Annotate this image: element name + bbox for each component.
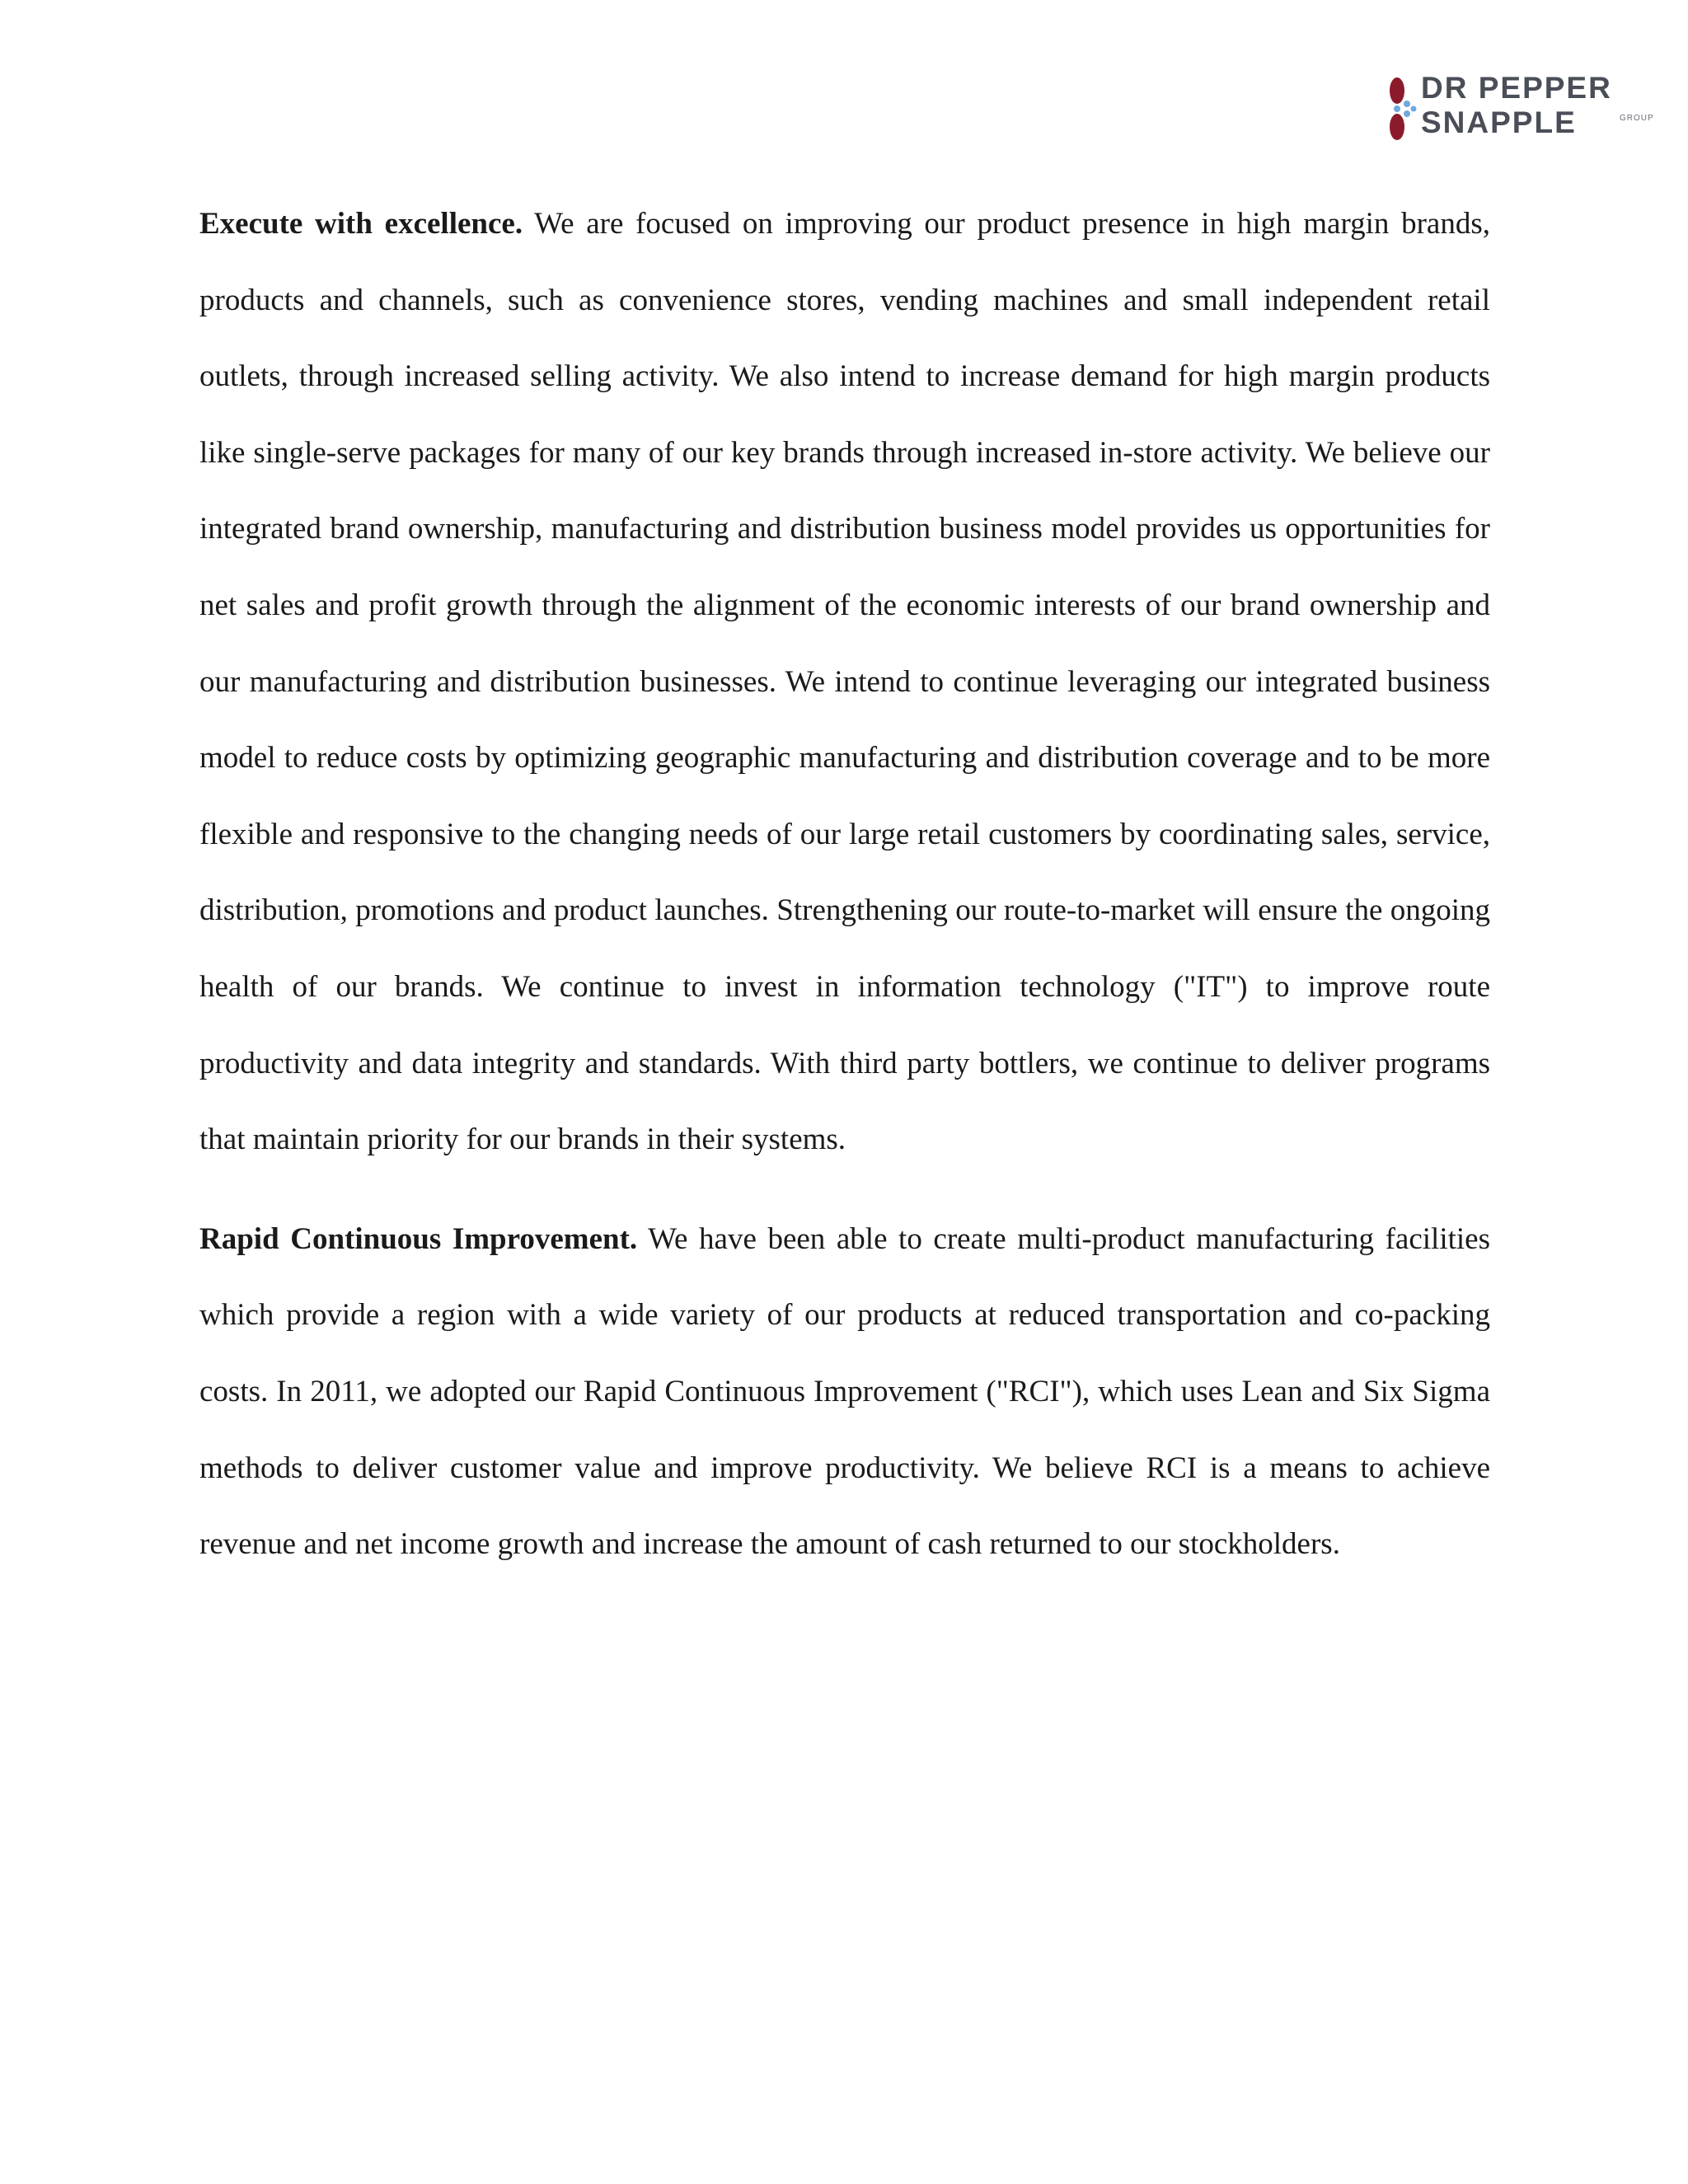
paragraph-heading: Execute with excellence.: [199, 207, 523, 241]
logo-line-2: SNAPPLE: [1421, 105, 1577, 139]
company-logo: [1385, 71, 1657, 145]
logo-group-label: GROUP: [1620, 114, 1654, 123]
paragraph-text: We have been able to create multi-product manufacturing facilities which provide a region with a wide variety of our products at reduced transportation and co-packing costs. In 2011, we adopted our Rapid Continuous Improvement ("RCI"), which uses Lean and Six Sigma methods to deliver customer value and improve productivity. We believe RCI is a means to achieve revenue and net income growth and increase the amount of cash returned to our stockholders.: [199, 1221, 1490, 1562]
document-body: [199, 186, 1490, 1583]
logo-wordmark: [1421, 71, 1612, 140]
paragraph-rapid-continuous-improvement: [199, 1202, 1490, 1583]
paragraph-text: We are focused on improving our product presence in high margin brands, products and channels, such as convenience stores, vending machines and small independent retail outlets, through increased selling activity. We also intend to increase demand for high margin products like single-serve packages for many of our key brands through increased in-store activity. We believe our integrated brand ownership, manufacturing and distribution business model provides us opportunities for net sales and profit growth through the alignment of the economic interests of our brand ownership and our manufacturing and distribution businesses. We intend to continue leveraging our integrated business model to reduce costs by optimizing geographic manufacturing and distribution coverage and to be more flexible and responsive to the changing needs of our large retail customers by coordinating sales, service, distribution, promotions and product launches. Strengthening our route-to-market will ensure the ongoing health of our brands. We continue to invest in information technology ("IT") to improve route productivity and data integrity and standards. With third party bottlers, we continue to deliver programs that maintain priority for our brands in their systems.: [199, 207, 1490, 1157]
paragraph-execute-with-excellence: [199, 186, 1490, 1179]
logo-mark-icon: [1385, 74, 1418, 143]
paragraph-heading: Rapid Continuous Improvement.: [199, 1221, 638, 1256]
logo-line-1: DR PEPPER: [1421, 71, 1612, 105]
